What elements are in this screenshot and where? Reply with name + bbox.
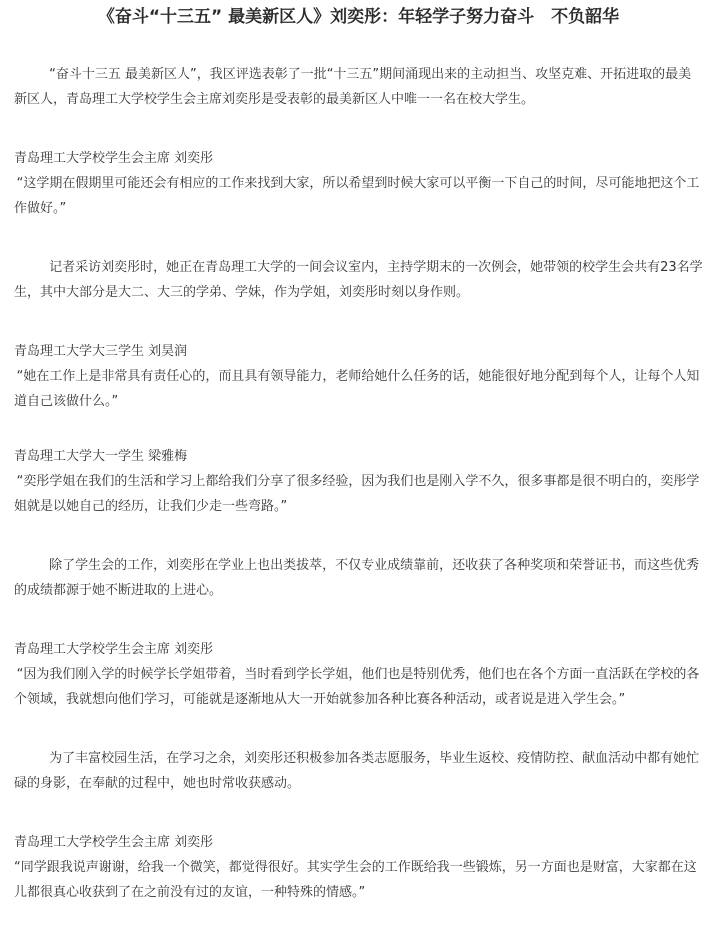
spacer — [14, 221, 703, 255]
quote-paragraph: “她在工作上是非常具有责任心的，而且具有领导能力，老师给她什么任务的话，她能很好地分配到每个人，让每个人知道自己该做什么。” — [14, 369, 700, 409]
quote-paragraph: “奕彤学姐在我们的生活和学习上都给我们分享了很多经验，因为我们也是刚入学不久，很多事都是很不明白的，奕彤学姐就是以她自己的经历，让我们少走一些弯路。” — [14, 474, 700, 514]
spacer — [14, 112, 703, 146]
quote-paragraph: “这学期在假期里可能还会有相应的工作来找到大家，所以希望到时候大家可以平衡一下自己的时间，尽可能地把这个工作做好。” — [14, 176, 700, 216]
narration-paragraph: 为了丰富校园生活，在学习之余，刘奕彤还积极参加各类志愿服务，毕业生返校、疫情防控、献血活动中都有她忙碌的身影，在奉献的过程中，她也时常收获感动。 — [14, 751, 700, 791]
speaker-label: 青岛理工大学校学生会主席 刘奕彤 — [14, 642, 214, 657]
speaker-label: 青岛理工大学校学生会主席 刘奕彤 — [14, 835, 214, 850]
spacer — [14, 305, 703, 339]
spacer — [14, 414, 703, 444]
intro-paragraph: “奋斗十三五 最美新区人”，我区评选表彰了一批“十三五”期间涌现出来的主动担当、攻坚克难、开拓进取的最美新区人，青岛理工大学校学生会主席刘奕彤是受表彰的最美新区人中唯一一名在校大学生。 — [14, 67, 692, 107]
spacer — [14, 712, 703, 746]
speaker-label: 青岛理工大学大一学生 梁雅梅 — [14, 449, 188, 464]
speaker-label: 青岛理工大学校学生会主席 刘奕彤 — [14, 151, 214, 166]
quote-paragraph: “因为我们刚入学的时候学长学姐带着，当时看到学长学姐，他们也是特别优秀，他们也在各个方面一直活跃在学校的各个领域，我就想向他们学习，可能就是逐渐地从大一开始就参加各种比赛各种活动，或者说是进入学生会。” — [14, 667, 700, 707]
spacer — [14, 519, 703, 553]
spacer — [14, 603, 703, 637]
spacer — [14, 796, 703, 830]
article-title: 《奋斗“十三五” 最美新区人》刘奕彤：年轻学子努力奋斗 不负韶华 — [97, 7, 620, 27]
narration-paragraph: 除了学生会的工作，刘奕彤在学业上也出类拔萃，不仅专业成绩靠前，还收获了各种奖项和荣誉证书，而这些优秀的成绩都源于她不断进取的上进心。 — [14, 558, 700, 598]
quote-paragraph: “同学跟我说声谢谢，给我一个微笑，都觉得很好。其实学生会的工作既给我一些锻炼，另一方面也是财富，大家都在这儿都很真心收获到了在之前没有过的友谊，一种特殊的情感。” — [14, 860, 697, 900]
spacer — [14, 40, 703, 62]
speaker-label: 青岛理工大学大三学生 刘昊润 — [14, 344, 188, 359]
narration-paragraph: 记者采访刘奕彤时，她正在青岛理工大学的一间会议室内，主持学期末的一次例会，她带领的校学生会共有23名学生，其中大部分是大二、大三的学弟、学妹，作为学姐，刘奕彤时刻以身作则。 — [14, 260, 703, 300]
